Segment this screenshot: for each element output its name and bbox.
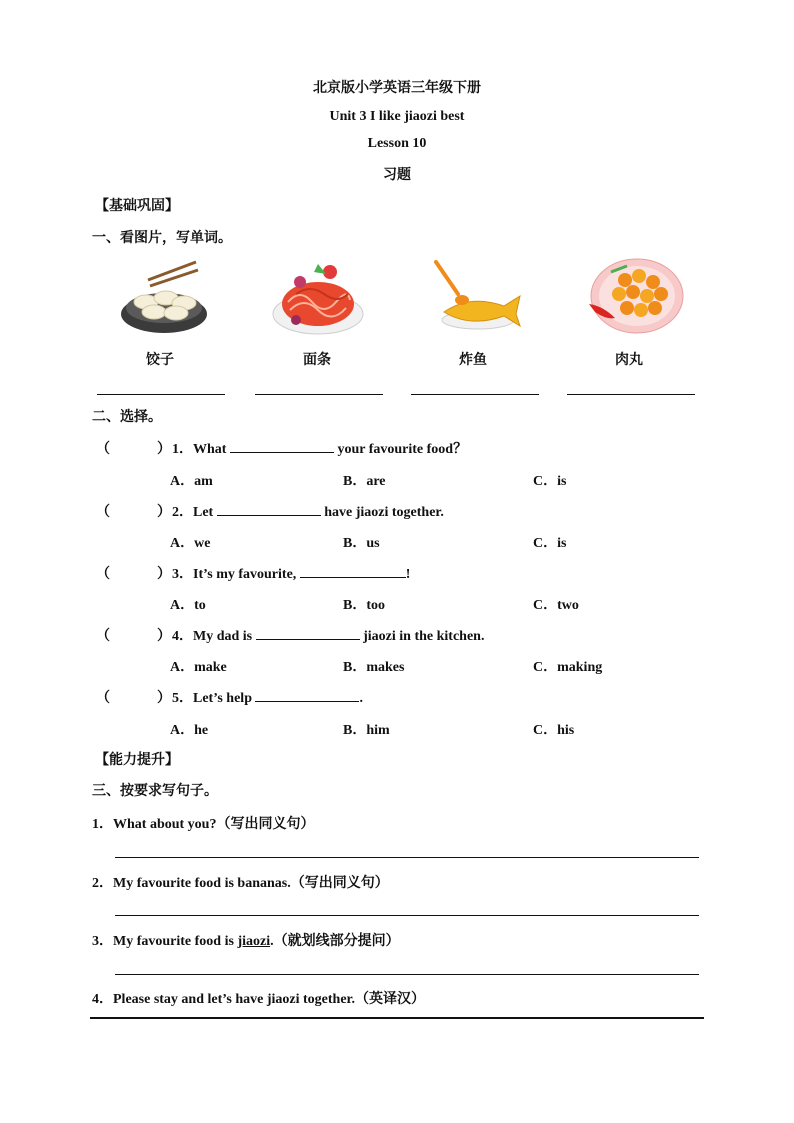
option-b[interactable]: B．him xyxy=(343,723,390,738)
answer-bracket-close: ） xyxy=(157,691,171,706)
picture-label: 炸鱼 xyxy=(459,353,487,368)
answer-line[interactable] xyxy=(255,394,383,395)
option-b[interactable]: B．are xyxy=(343,474,386,489)
answer-line[interactable] xyxy=(115,974,699,975)
part3-title: 三、按要求写句子。 xyxy=(92,784,218,799)
answer-line[interactable] xyxy=(115,857,699,858)
option-b[interactable]: B．makes xyxy=(343,660,405,675)
question-number: 2． xyxy=(172,505,193,520)
option-b[interactable]: B．too xyxy=(343,598,385,613)
answer-line[interactable] xyxy=(411,394,539,395)
question-text: 1．What your favourite food？ xyxy=(172,438,467,458)
question-text: 2．Let have jiaozi together. xyxy=(172,501,444,521)
question-number: 5． xyxy=(172,691,193,706)
answer-bracket-open: （ xyxy=(96,629,110,644)
blank-line[interactable] xyxy=(300,563,406,578)
answer-bracket-open: （ xyxy=(96,442,110,457)
option-c[interactable]: C．two xyxy=(533,598,579,613)
question-number: 4． xyxy=(172,629,193,644)
item-number: 2． xyxy=(92,876,113,891)
answer-bracket-open: （ xyxy=(96,567,110,582)
part1-title: 一、看图片，写单词。 xyxy=(92,231,232,246)
page-title: 北京版小学英语三年级下册 xyxy=(313,81,481,96)
option-a[interactable]: A．make xyxy=(170,660,227,675)
option-b[interactable]: B．us xyxy=(343,536,380,551)
question-text: 4．My dad is jiaozi in the kitchen. xyxy=(172,625,484,645)
option-a[interactable]: A．am xyxy=(170,474,213,489)
blank-line[interactable] xyxy=(256,625,360,640)
blank-line[interactable] xyxy=(255,687,359,702)
answer-line[interactable] xyxy=(567,394,695,395)
question-number: 1． xyxy=(172,442,193,457)
dumplings-icon xyxy=(118,258,210,338)
picture-label: 饺子 xyxy=(146,353,174,368)
answer-line[interactable] xyxy=(90,1017,704,1019)
meatballs-icon xyxy=(585,254,685,336)
question-text: 5．Let’s help . xyxy=(172,687,363,707)
option-c[interactable]: C．is xyxy=(533,536,567,551)
rewrite-item-1: 1．What about you?（写出同义句） xyxy=(92,817,315,832)
blank-line[interactable] xyxy=(217,501,321,516)
exercise-subtitle: 习题 xyxy=(383,168,411,183)
lesson-title: Lesson 10 xyxy=(367,136,427,151)
option-c[interactable]: C．his xyxy=(533,723,575,738)
underlined-word: jiaozi xyxy=(237,934,271,949)
answer-line[interactable] xyxy=(115,915,699,916)
unit-title: Unit 3 I like jiaozi best xyxy=(329,109,465,124)
answer-bracket-open: （ xyxy=(96,505,110,520)
answer-bracket-close: ） xyxy=(157,629,171,644)
question-text: 3．It’s my favourite, ! xyxy=(172,563,410,583)
option-c[interactable]: C．is xyxy=(533,474,567,489)
picture-label: 面条 xyxy=(303,353,331,368)
item-number: 1． xyxy=(92,817,113,832)
item-number: 4． xyxy=(92,992,113,1007)
blank-line[interactable] xyxy=(230,438,334,453)
noodles-icon xyxy=(270,258,366,338)
question-number: 3． xyxy=(172,567,193,582)
item-number: 3． xyxy=(92,934,113,949)
answer-bracket-close: ） xyxy=(157,567,171,582)
section-heading-basic: 【基础巩固】 xyxy=(95,199,179,214)
part2-title: 二、选择。 xyxy=(92,410,162,425)
option-a[interactable]: A．he xyxy=(170,723,209,738)
rewrite-item-4: 4．Please stay and let’s have jiaozi together.（英译汉） xyxy=(92,992,425,1007)
picture-label: 肉丸 xyxy=(615,353,643,368)
answer-bracket-close: ） xyxy=(157,505,171,520)
fried-fish-icon xyxy=(428,256,524,336)
option-a[interactable]: A．to xyxy=(170,598,206,613)
answer-line[interactable] xyxy=(97,394,225,395)
rewrite-item-2: 2．My favourite food is bananas.（写出同义句） xyxy=(92,876,389,891)
option-a[interactable]: A．we xyxy=(170,536,211,551)
answer-bracket-open: （ xyxy=(96,691,110,706)
answer-bracket-close: ） xyxy=(157,442,171,457)
section-heading-advanced: 【能力提升】 xyxy=(95,753,179,768)
rewrite-item-3: 3．My favourite food is jiaozi.（就划线部分提问） xyxy=(92,934,400,949)
option-c[interactable]: C．making xyxy=(533,660,603,675)
